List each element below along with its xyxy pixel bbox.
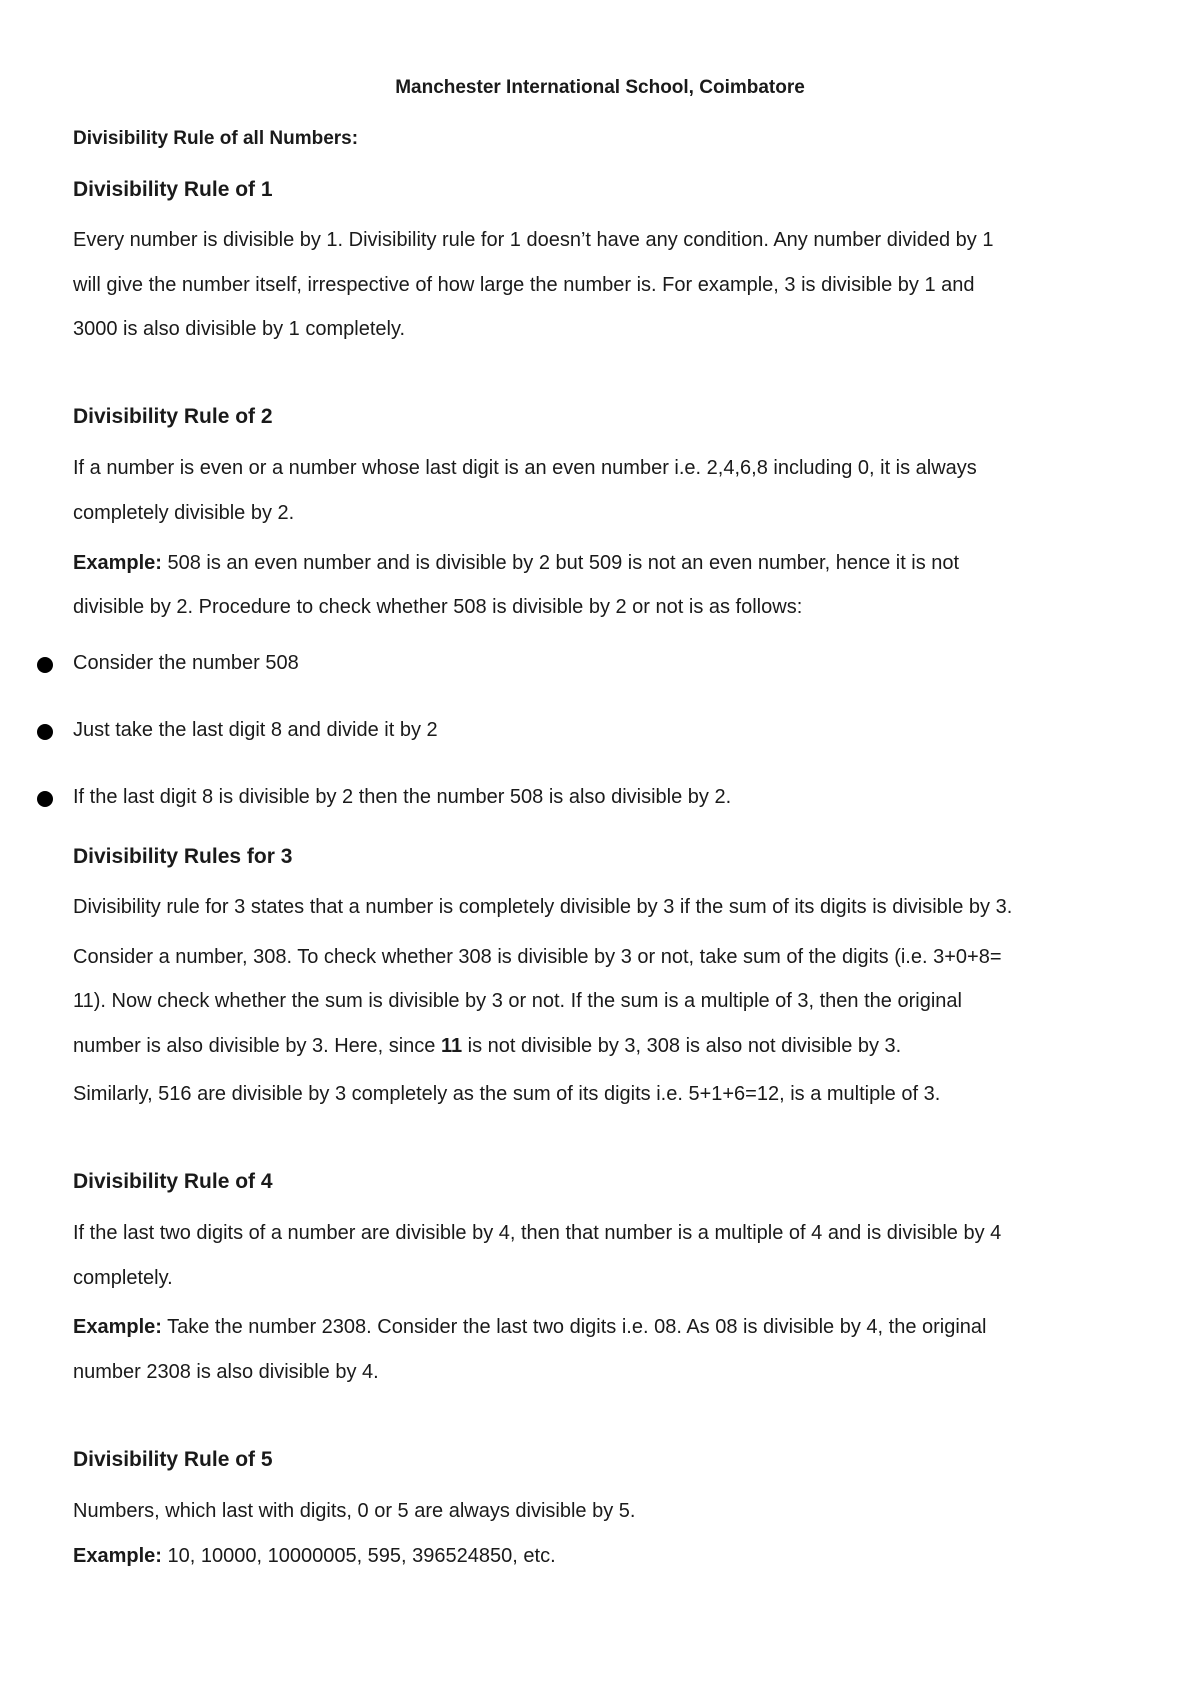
rule2-example-line-1 bbox=[73, 551, 959, 575]
rule2-heading: Divisibility Rule of 2 bbox=[73, 405, 273, 428]
rule2-bullet-3: If the last digit 8 is divisible by 2 then the number 508 is also divisible by 2. bbox=[73, 786, 732, 808]
example-label: Example: bbox=[73, 552, 162, 574]
rule3-line-3: 11). Now check whether the sum is divisible by 3 or not. If the sum is a multiple of 3, then the original bbox=[73, 990, 962, 1012]
rule1-line-2: will give the number itself, irrespective of how large the number is. For example, 3 is divisible by 1 and bbox=[73, 274, 975, 296]
rule4-line-2: completely. bbox=[73, 1267, 173, 1289]
bullet-icon bbox=[37, 657, 53, 673]
rule3-line-4 bbox=[73, 1034, 901, 1058]
school-title: Manchester International School, Coimbatore bbox=[395, 77, 805, 98]
example-text: Take the number 2308. Consider the last two digits i.e. 08. As 08 is divisible by 4, the original bbox=[161, 1316, 987, 1338]
rule1-line-1: Every number is divisible by 1. Divisibility rule for 1 doesn’t have any condition. Any number divided by 1 bbox=[73, 229, 994, 251]
rule2-line-1: If a number is even or a number whose last digit is an even number i.e. 2,4,6,8 including 0, it is always bbox=[73, 457, 977, 479]
rule5-example bbox=[73, 1544, 556, 1568]
rule3-line-4-post: is not divisible by 3, 308 is also not divisible by 3. bbox=[462, 1035, 902, 1057]
rule2-example-line-2: divisible by 2. Procedure to check whether 508 is divisible by 2 or not is as follows: bbox=[73, 596, 803, 618]
rule4-heading: Divisibility Rule of 4 bbox=[73, 1170, 273, 1193]
rule2-line-2: completely divisible by 2. bbox=[73, 502, 295, 524]
rule5-heading: Divisibility Rule of 5 bbox=[73, 1448, 273, 1471]
example-text: 10, 10000, 10000005, 595, 396524850, etc. bbox=[161, 1545, 556, 1567]
example-label: Example: bbox=[73, 1316, 162, 1338]
rule3-line-1: Divisibility rule for 3 states that a number is completely divisible by 3 if the sum of its digits is divisible by 3. bbox=[73, 896, 1013, 918]
example-label: Example: bbox=[73, 1545, 162, 1567]
rule2-bullet-2: Just take the last digit 8 and divide it by 2 bbox=[73, 719, 438, 741]
rule3-heading: Divisibility Rules for 3 bbox=[73, 845, 293, 868]
document-subtitle: Divisibility Rule of all Numbers: bbox=[73, 128, 359, 149]
bullet-icon bbox=[37, 724, 53, 740]
rule3-line-4-bold: 11 bbox=[440, 1035, 463, 1057]
rule4-example-line-1 bbox=[73, 1315, 986, 1339]
rule3-line-2: Consider a number, 308. To check whether 308 is divisible by 3 or not, take sum of the digits (i.e. 3+0+8= bbox=[73, 946, 1002, 968]
rule4-example-line-2: number 2308 is also divisible by 4. bbox=[73, 1361, 379, 1383]
rule5-line-1: Numbers, which last with digits, 0 or 5 are always divisible by 5. bbox=[73, 1500, 636, 1522]
rule1-line-3: 3000 is also divisible by 1 completely. bbox=[73, 318, 406, 340]
bullet-icon bbox=[37, 791, 53, 807]
rule1-heading: Divisibility Rule of 1 bbox=[73, 178, 273, 201]
rule3-line-5: Similarly, 516 are divisible by 3 completely as the sum of its digits i.e. 5+1+6=12, is a multiple of 3. bbox=[73, 1083, 941, 1105]
rule4-line-1: If the last two digits of a number are divisible by 4, then that number is a multiple of 4 and is divisible by 4 bbox=[73, 1222, 1002, 1244]
rule2-bullet-1: Consider the number 508 bbox=[73, 652, 299, 674]
rule3-line-4-pre: number is also divisible by 3. Here, since bbox=[73, 1035, 441, 1057]
example-text: 508 is an even number and is divisible by 2 but 509 is not an even number, hence it is not bbox=[161, 552, 960, 574]
